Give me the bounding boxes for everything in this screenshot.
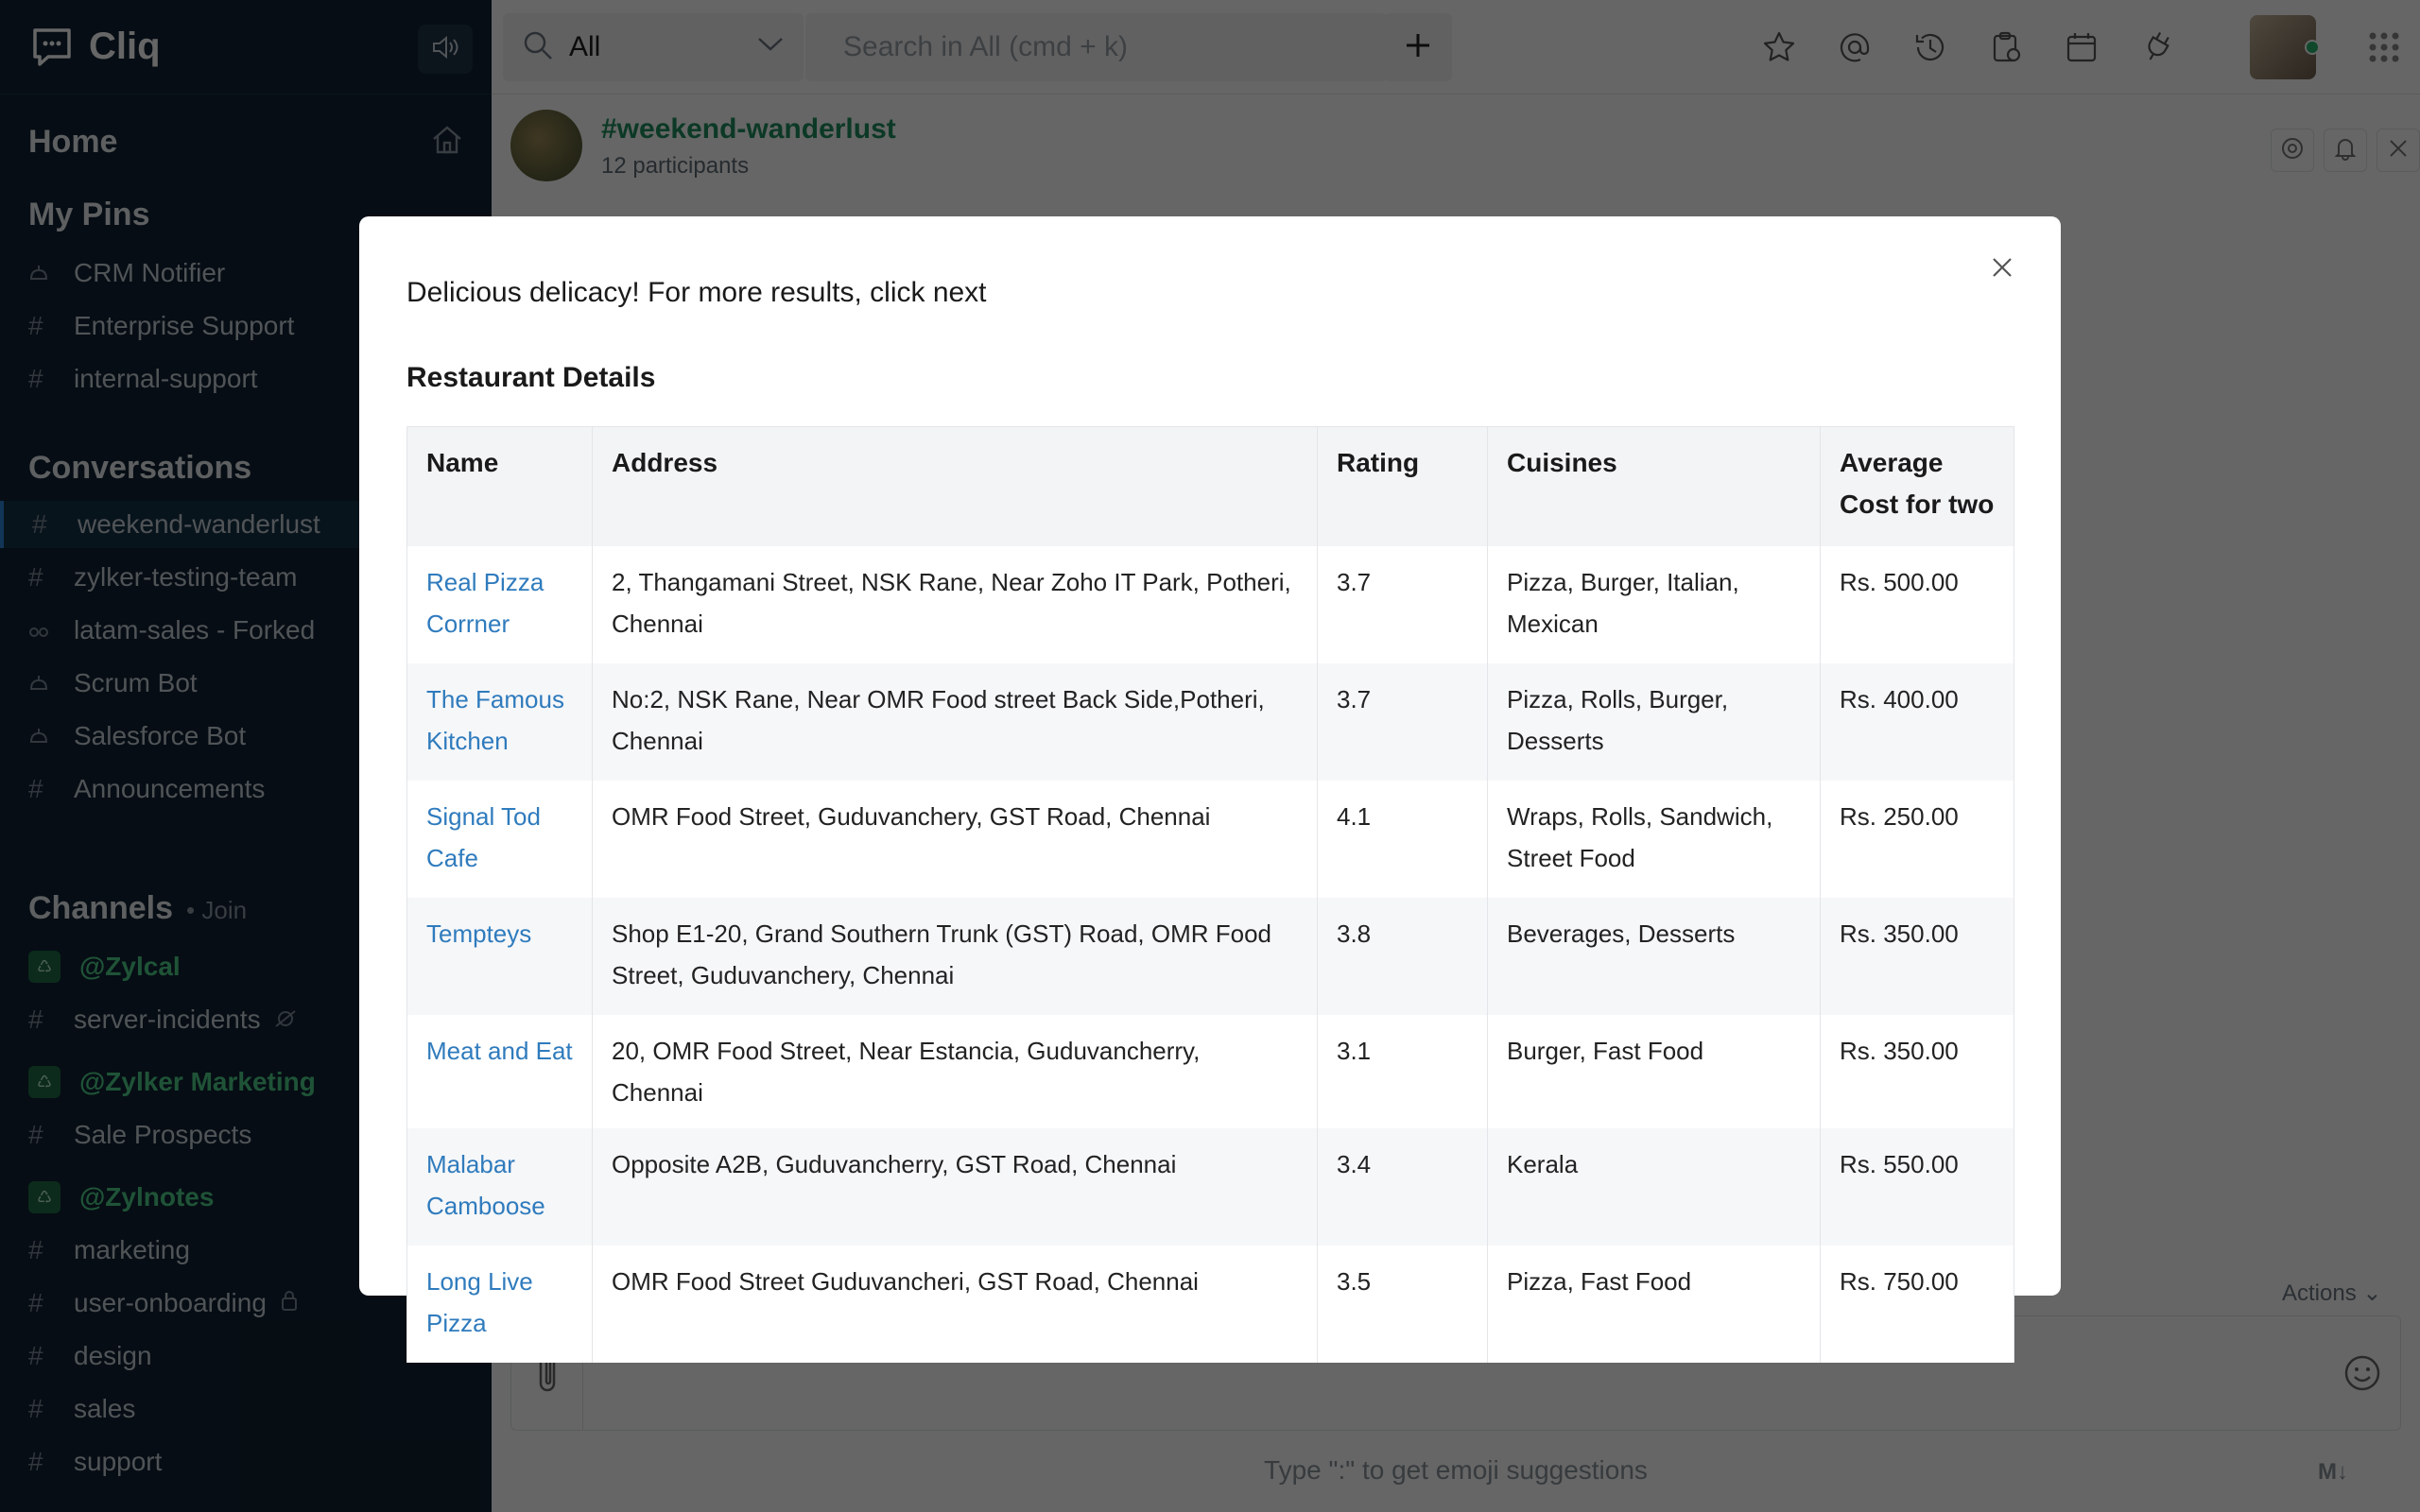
column-header-rating: Rating (1318, 427, 1488, 546)
restaurant-cost: Rs. 250.00 (1821, 781, 2014, 898)
restaurant-rating: 3.4 (1318, 1128, 1488, 1246)
close-icon (1990, 255, 2014, 284)
table-row (407, 1015, 2014, 1128)
restaurant-rating: 3.8 (1318, 898, 1488, 1015)
restaurant-cuisines: Pizza, Rolls, Burger, Desserts (1488, 663, 1821, 781)
restaurant-rating: 3.1 (1318, 1015, 1488, 1128)
modal-message: Delicious delicacy! For more results, click next (406, 277, 987, 308)
table-row (407, 663, 2014, 781)
restaurant-address: Opposite A2B, Guduvancherry, GST Road, Chennai (593, 1128, 1318, 1246)
restaurant-address: OMR Food Street Guduvancheri, GST Road, Chennai (593, 1246, 1318, 1363)
column-header-cost: Average Cost for two (1821, 427, 2014, 546)
modal-close-button[interactable] (1981, 249, 2023, 290)
restaurant-cuisines: Kerala (1488, 1128, 1821, 1246)
restaurant-name-link[interactable]: Tempteys (407, 898, 593, 1015)
restaurant-rating: 3.7 (1318, 663, 1488, 781)
modal-title: Restaurant Details (406, 362, 656, 393)
restaurant-address: 20, OMR Food Street, Near Estancia, Guduvancherry, Chennai (593, 1015, 1318, 1128)
column-header-name: Name (407, 427, 593, 546)
restaurant-cuisines: Pizza, Burger, Italian, Mexican (1488, 546, 1821, 663)
restaurant-name-link[interactable]: The Famous Kitchen (407, 663, 593, 781)
restaurant-cost: Rs. 550.00 (1821, 1128, 2014, 1246)
restaurant-address: 2, Thangamani Street, NSK Rane, Near Zoho IT Park, Potheri, Chennai (593, 546, 1318, 663)
restaurant-cost: Rs. 350.00 (1821, 898, 2014, 1015)
restaurant-cost: Rs. 350.00 (1821, 1015, 2014, 1128)
restaurant-address: No:2, NSK Rane, Near OMR Food street Back Side,Potheri, Chennai (593, 663, 1318, 781)
restaurant-name-link[interactable]: Real Pizza Corrner (407, 546, 593, 663)
restaurant-table (406, 426, 2014, 1363)
restaurant-cost: Rs. 500.00 (1821, 546, 2014, 663)
restaurant-cost: Rs. 400.00 (1821, 663, 2014, 781)
restaurant-name-link[interactable]: Long Live Pizza (407, 1246, 593, 1363)
restaurant-rating: 3.5 (1318, 1246, 1488, 1363)
table-row (407, 898, 2014, 1015)
table-header-row (407, 427, 2014, 546)
restaurant-cuisines: Wraps, Rolls, Sandwich, Street Food (1488, 781, 1821, 898)
table-row (407, 1246, 2014, 1363)
restaurant-modal (359, 216, 2061, 1337)
restaurant-name-link[interactable]: Malabar Camboose (407, 1128, 593, 1246)
restaurant-name-link[interactable]: Meat and Eat (407, 1015, 593, 1128)
table-row (407, 546, 2014, 663)
restaurant-rating: 4.1 (1318, 781, 1488, 898)
restaurant-name-link[interactable]: Signal Tod Cafe (407, 781, 593, 898)
restaurant-address: OMR Food Street, Guduvanchery, GST Road, Chennai (593, 781, 1318, 898)
restaurant-address: Shop E1-20, Grand Southern Trunk (GST) Road, OMR Food Street, Guduvanchery, Chennai (593, 898, 1318, 1015)
restaurant-cuisines: Beverages, Desserts (1488, 898, 1821, 1015)
restaurant-rating: 3.7 (1318, 546, 1488, 663)
restaurant-cuisines: Burger, Fast Food (1488, 1015, 1821, 1128)
column-header-cuisines: Cuisines (1488, 427, 1821, 546)
table-row (407, 1128, 2014, 1246)
restaurant-cost: Rs. 750.00 (1821, 1246, 2014, 1363)
column-header-address: Address (593, 427, 1318, 546)
table-row (407, 781, 2014, 898)
restaurant-cuisines: Pizza, Fast Food (1488, 1246, 1821, 1363)
